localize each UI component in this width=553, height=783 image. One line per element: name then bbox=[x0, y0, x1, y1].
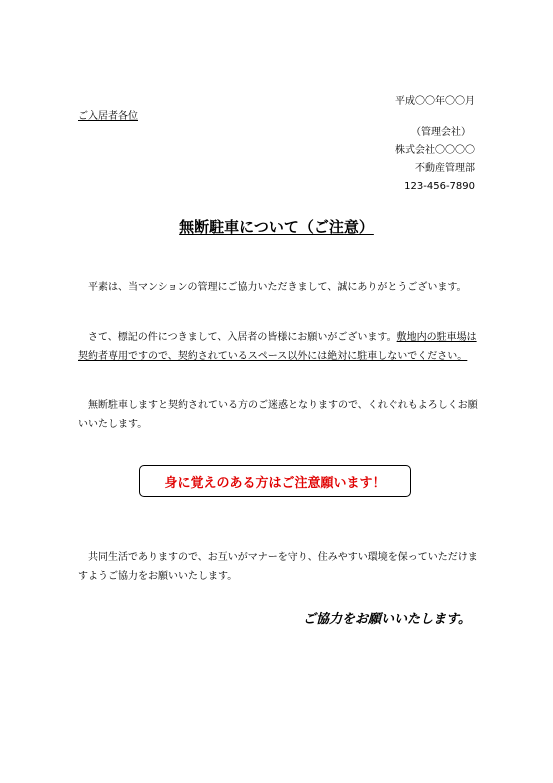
document-title bbox=[0, 216, 553, 237]
paragraph-request-text: さて、標記の件につきまして、入居者の皆様にお願いがございます。 bbox=[88, 332, 397, 343]
document-title-text: 無断駐車について（ご注意） bbox=[179, 218, 374, 236]
sender-phone: 123-456-7890 bbox=[404, 181, 475, 192]
notice-text: 身に覚えのある方はご注意願います！ bbox=[164, 475, 386, 491]
paragraph-request bbox=[78, 328, 478, 366]
addressee: ご入居者各位 bbox=[78, 111, 138, 122]
sender-org-type: （管理会社） bbox=[411, 127, 471, 138]
sender-department: 不動産管理部 bbox=[415, 163, 475, 174]
sender-company: 株式会社〇〇〇〇 bbox=[395, 145, 475, 156]
closing-remark: ご協力をお願いいたします。 bbox=[303, 612, 471, 627]
paragraph-consequence: 無断駐車しますと契約されている方のご迷惑となりますので、くれぐれもよろしくお願いいたします。 bbox=[78, 400, 478, 430]
paragraph-community: 共同生活でありますので、お互いがマナーを守り、住みやすい環境を保っていただけますようご協力をお願いいたします。 bbox=[78, 552, 478, 582]
date: 平成〇〇年〇〇月 bbox=[395, 96, 475, 107]
paragraph-request-underlined: 敷地内の駐車場は契約者専用ですので、契約されているスペース以外には絶対に駐車しないでください。 bbox=[78, 332, 477, 362]
paragraph-greeting: 平素は、当マンションの管理にご協力いただきまして、誠にありがとうございます。 bbox=[88, 282, 467, 293]
notice-box bbox=[139, 465, 411, 497]
